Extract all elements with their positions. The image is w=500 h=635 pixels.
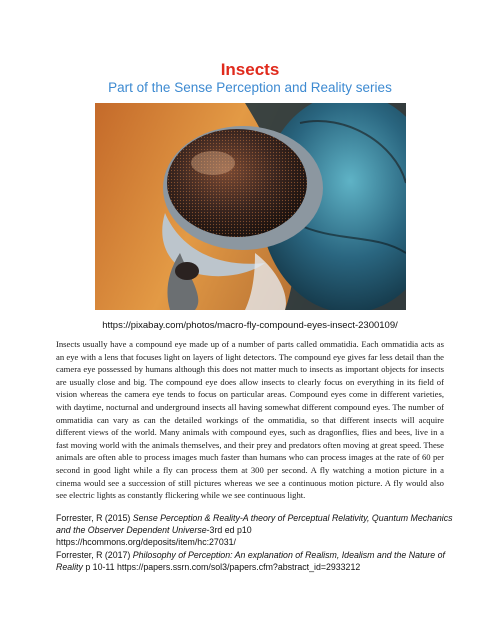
fly-compound-eye-photo [95,103,406,310]
body-paragraph: Insects usually have a compound eye made up of a number of parts called ommatidia. Each ommatidia acts as an eye with a lens that focuses light on layers of light detectors. The compound eye gives far less detail than the camera eye possessed by humans although this does not matter much to insects as important objects for insects are usually close and big. The compound eye does allow insects to clearly focus on everything in its field of vision whereas the camera eye tends to focus on particular areas. Compound eyes come in different varieties, with daytime, nocturnal and underground insects all having somewhat different compound eyes. The number of ommatidia can vary as can the detailed workings of the ommatidia, so that different insects will acquire different views of the world. Many animals with compound eyes, such as dragonflies, flies and bees, live in a fast moving world with the animals themselves, and their prey and predators often moving at great speed. These animals are often able to process images much faster than humans who can process images at the rate of 60 per second in good light while a fly can process them at 300 per second. A fly watching a motion picture in a cinema would see a succession of still pictures whereas we see a continuous motion picture. A fly would also see electric lights as constantly flickering while we see continuous light. [56,339,444,501]
references [56,512,456,573]
reference-2: Forrester, R (2017) Philosophy of Perception: An explanation of Realism, Idealism and the Nature of Reality p 10-11 https://papers.ssrn.com/sol3/papers.cfm?abstract_id=2933212 [56,549,445,572]
reference-1-link[interactable]: https://hcommons.org/deposits/item/hc:27031/ [56,537,236,548]
page-title: Insects [220,60,280,79]
page-subtitle: Part of the Sense Perception and Reality series [108,80,392,95]
image-source-caption[interactable]: https://pixabay.com/photos/macro-fly-compound-eyes-insect-2300109/ [102,320,398,331]
reference-1: Forrester, R (2015) Sense Perception & Reality-A theory of Perceptual Relativity, Quantum Mechanics and the Observer Dependent Universe-3rd ed p10 https://hcommons.org/deposits/item/hc:27031/ [56,513,453,548]
